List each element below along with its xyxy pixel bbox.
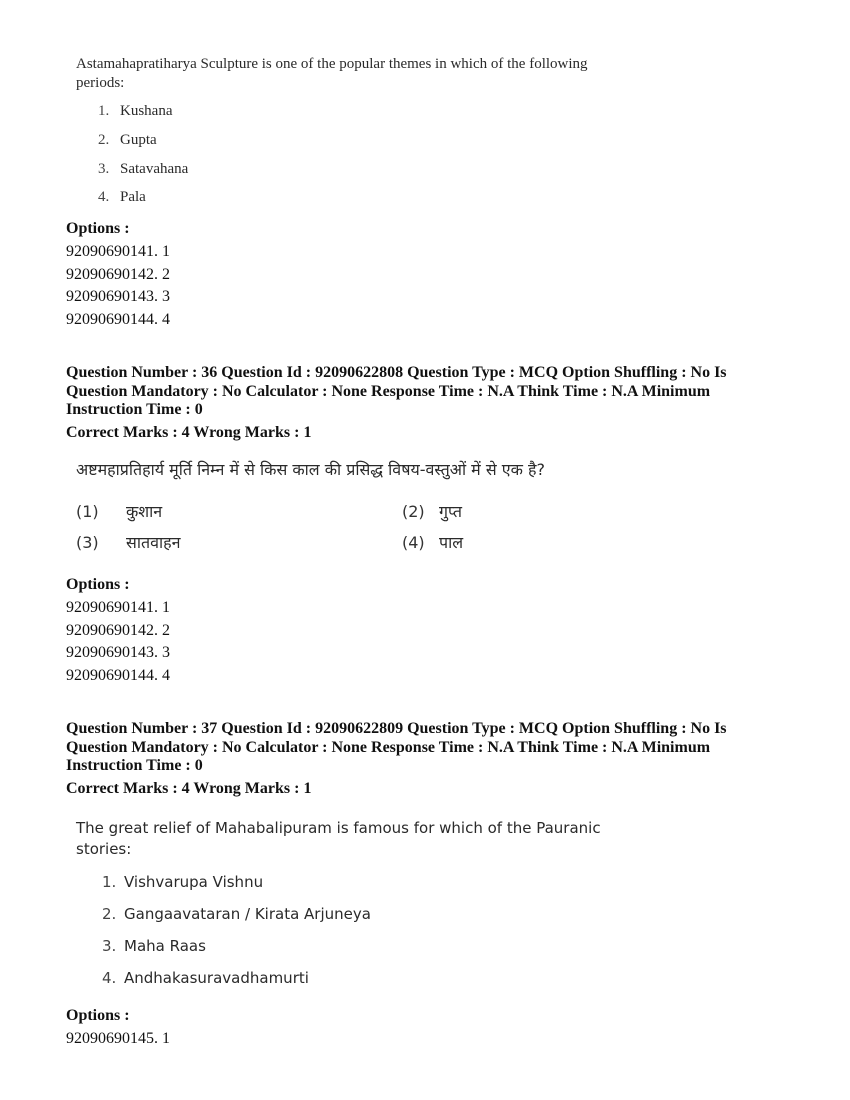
choice-item xyxy=(102,936,206,957)
question-36-meta xyxy=(66,364,786,442)
choice-item xyxy=(102,968,309,989)
question-stem: Astamahapratiharya Sculpture is one of the popular themes in which of the following periods: xyxy=(76,56,588,91)
choice-number: 1. xyxy=(98,103,110,119)
choice-text: कुशान xyxy=(126,502,163,521)
options-block xyxy=(66,1005,170,1051)
choice-number: (3) xyxy=(76,533,99,552)
choice-item xyxy=(402,531,463,553)
marks-line: Correct Marks : 4 Wrong Marks : 1 xyxy=(66,423,312,441)
choice-number: 3. xyxy=(102,937,117,955)
options-block xyxy=(66,218,170,332)
choice-item xyxy=(102,904,371,925)
option-row: 92090690141. 1 xyxy=(66,598,170,616)
choice-item xyxy=(102,872,263,893)
choice-number: 3. xyxy=(98,161,110,177)
question-stem: The great relief of Mahabalipuram is famous for which of the Pauranic stories: xyxy=(76,819,601,858)
option-row: 92090690143. 3 xyxy=(66,644,170,662)
question-37-image xyxy=(76,818,656,998)
choice-item xyxy=(98,102,173,121)
choice-text: गुप्त xyxy=(439,502,463,521)
choice-number: 4. xyxy=(98,189,110,205)
choice-text: पाल xyxy=(439,533,464,552)
choice-text: Kushana xyxy=(120,103,173,119)
choice-text: Vishvarupa Vishnu xyxy=(124,873,264,891)
options-title: Options : xyxy=(66,220,130,237)
option-row: 92090690142. 2 xyxy=(66,265,170,283)
meta-line: Instruction Time : 0 xyxy=(66,401,203,418)
choice-number: (2) xyxy=(402,502,425,521)
option-row: 92090690141. 1 xyxy=(66,242,170,260)
choice-text: सातवाहन xyxy=(126,533,181,552)
question-35-image xyxy=(76,55,616,215)
choice-number: 2. xyxy=(102,905,117,923)
option-row: 92090690142. 2 xyxy=(66,621,170,639)
choice-number: (1) xyxy=(76,502,99,521)
meta-line: Question Mandatory : No Calculator : None Response Time : N.A Think Time : N.A Minimum xyxy=(66,738,711,756)
question-37-meta xyxy=(66,720,786,798)
options-block xyxy=(66,574,170,688)
option-row: 92090690143. 3 xyxy=(66,288,170,306)
choice-item xyxy=(98,188,146,207)
meta-line: Instruction Time : 0 xyxy=(66,757,203,774)
choice-item xyxy=(98,131,157,150)
choice-item xyxy=(98,160,188,179)
meta-line: Question Mandatory : No Calculator : None Response Time : N.A Think Time : N.A Minimum xyxy=(66,382,711,400)
option-row: 92090690144. 4 xyxy=(66,311,170,329)
question-stem: अष्टमहाप्रतिहार्य मूर्ति निम्न में से किस काल की प्रसिद्ध विषय-वस्तुओं में से एक है? xyxy=(76,460,545,479)
options-title: Options : xyxy=(66,1007,130,1024)
option-row: 92090690144. 4 xyxy=(66,667,170,685)
meta-line: Question Number : 36 Question Id : 92090622808 Question Type : MCQ Option Shuffling : No Is xyxy=(66,364,727,381)
choice-number: (4) xyxy=(402,533,425,552)
option-row: 92090690145. 1 xyxy=(66,1029,170,1047)
choice-text: Andhakasuravadhamurti xyxy=(124,969,309,987)
choice-number: 1. xyxy=(102,873,117,891)
choice-text: Pala xyxy=(120,189,146,205)
question-36-image xyxy=(76,458,636,558)
marks-line: Correct Marks : 4 Wrong Marks : 1 xyxy=(66,779,312,797)
choice-number: 4. xyxy=(102,969,117,987)
choice-item xyxy=(76,500,162,522)
choice-text: Satavahana xyxy=(120,161,189,177)
choice-item xyxy=(402,500,462,522)
choice-item xyxy=(76,531,181,553)
choice-text: Gupta xyxy=(120,132,157,148)
choice-number: 2. xyxy=(98,132,110,148)
options-title: Options : xyxy=(66,576,130,593)
choice-text: Maha Raas xyxy=(124,937,206,955)
meta-line: Question Number : 37 Question Id : 92090622809 Question Type : MCQ Option Shuffling : No Is xyxy=(66,720,727,737)
choice-text: Gangaavataran / Kirata Arjuneya xyxy=(124,905,371,923)
